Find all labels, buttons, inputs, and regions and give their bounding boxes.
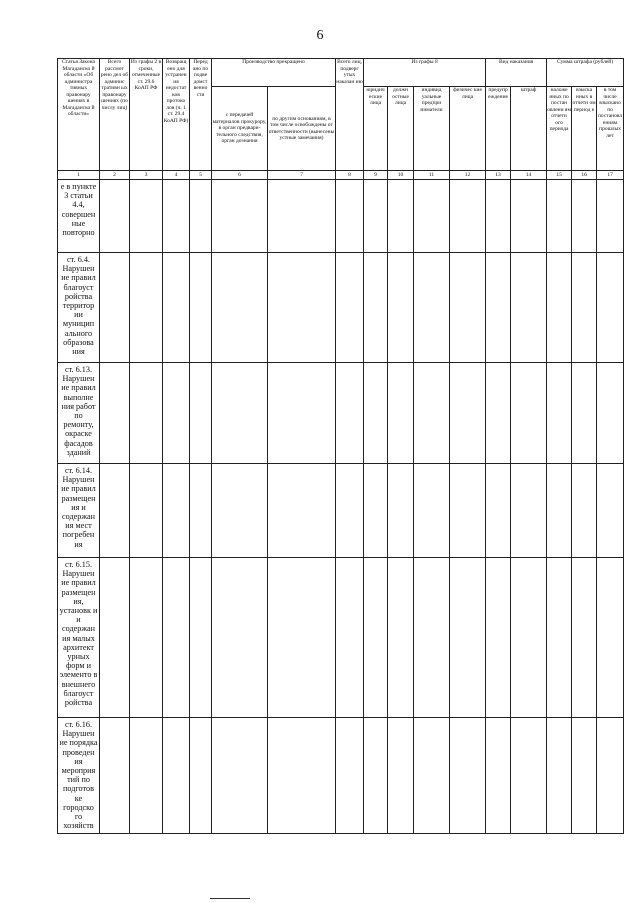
header-returned: Возвращ ено для устранен ия недостат ков протоко лов (ч. 1 ст. 29.4 КоАП РФ) (163, 59, 190, 171)
column-number: 9 (364, 171, 388, 180)
header-punishment-type: Вид наказания (486, 59, 547, 87)
header-individuals: физичес кие лица (450, 87, 486, 171)
footer-divider (210, 898, 250, 899)
column-number: 3 (130, 171, 163, 180)
column-number: 11 (414, 171, 450, 180)
column-number: 12 (450, 171, 486, 180)
table-row (58, 464, 624, 558)
header-total-cases: Всего рассмот рено дел об админис тративн ых правонару шениях (по числу лиц) (100, 59, 130, 171)
header-fine: штраф (511, 87, 547, 171)
header-officials: должн остные лица (388, 87, 414, 171)
column-number: 7 (268, 171, 336, 180)
header-other-grounds: по другим основаниям, в том числе освобождены от ответственности (вынесены устные замечания) (268, 87, 336, 171)
page-number: 6 (316, 28, 324, 43)
header-terminated: Производство прекращено (212, 59, 336, 87)
column-numbers-row (58, 171, 624, 180)
header-article: Статья Закона Магаданско й области «Об администра тивных правонару шениях в Магаданско й области» (58, 59, 100, 171)
header-warning: предупр еждение (486, 87, 511, 171)
header-legal-entities: юридич еские лица (364, 87, 388, 171)
statistics-table (57, 58, 624, 834)
column-number: 6 (212, 171, 268, 180)
row-label: ст. 6.13. Нарушен ие правил выполне ния работ по ремонту, окраске фасадов зданий (58, 363, 100, 464)
column-number: 10 (388, 171, 414, 180)
header-punished-total: Всего лиц, подверг утых наказан ию (336, 59, 364, 171)
table-row (58, 718, 624, 834)
row-label: ст. 6.14. Нарушен ие правил размещен ия и содержан ия мест погребен ия (58, 464, 100, 558)
column-number: 5 (190, 171, 212, 180)
header-transferred: Перед ано по подве домст венно сти (190, 59, 212, 171)
table-row (58, 363, 624, 464)
column-number: 15 (547, 171, 572, 180)
column-number: 14 (511, 171, 547, 180)
header-collected-past: в том числе взыскано по постановл ениям прошлых лет (597, 87, 624, 171)
row-label: ст. 6.4. Нарушен ие правил благоуст ройства территор ии муницип ального образова ния (58, 253, 100, 363)
table-row (58, 180, 624, 253)
header-imposed: наложе нных по постан овлени ям отчетн ого периода (547, 87, 572, 171)
column-number: 2 (100, 171, 130, 180)
row-label: ст. 6.15. Нарушен ие правил размещен ия, установк и и содержан ия малых архитект урных форм и элементо в внешнего благоуст ройства (58, 558, 100, 718)
header-in-deadline: Из графы 2 в сроки, отмеченные ст. 29.6 КоАП РФ (130, 59, 163, 171)
table-row (58, 558, 624, 718)
header-prosecutor: с передачей материалов прокурору, в орган предвари- тельного следствия, орган дознания (212, 87, 268, 171)
header-collected: взыска нных в отчетн ом период е (572, 87, 597, 171)
column-number: 1 (58, 171, 100, 180)
table-row (58, 253, 624, 363)
column-number: 16 (572, 171, 597, 180)
column-number: 17 (597, 171, 624, 180)
column-number: 8 (336, 171, 364, 180)
row-label: ст. 6.16. Нарушен ие порядка проведен ия мероприя тий по подготов ке городско го хозяйств (58, 718, 100, 834)
column-number: 4 (163, 171, 190, 180)
header-fine-sum: Сумма штрафа (рублей) (547, 59, 624, 87)
header-entrepreneurs: индивид уальные предпри ниматели (414, 87, 450, 171)
header-from-col8: Из графы 8 (364, 59, 486, 87)
row-label: е в пункте 3 статьи 4.4, совершен ные повторно (58, 180, 100, 253)
column-number: 13 (486, 171, 511, 180)
